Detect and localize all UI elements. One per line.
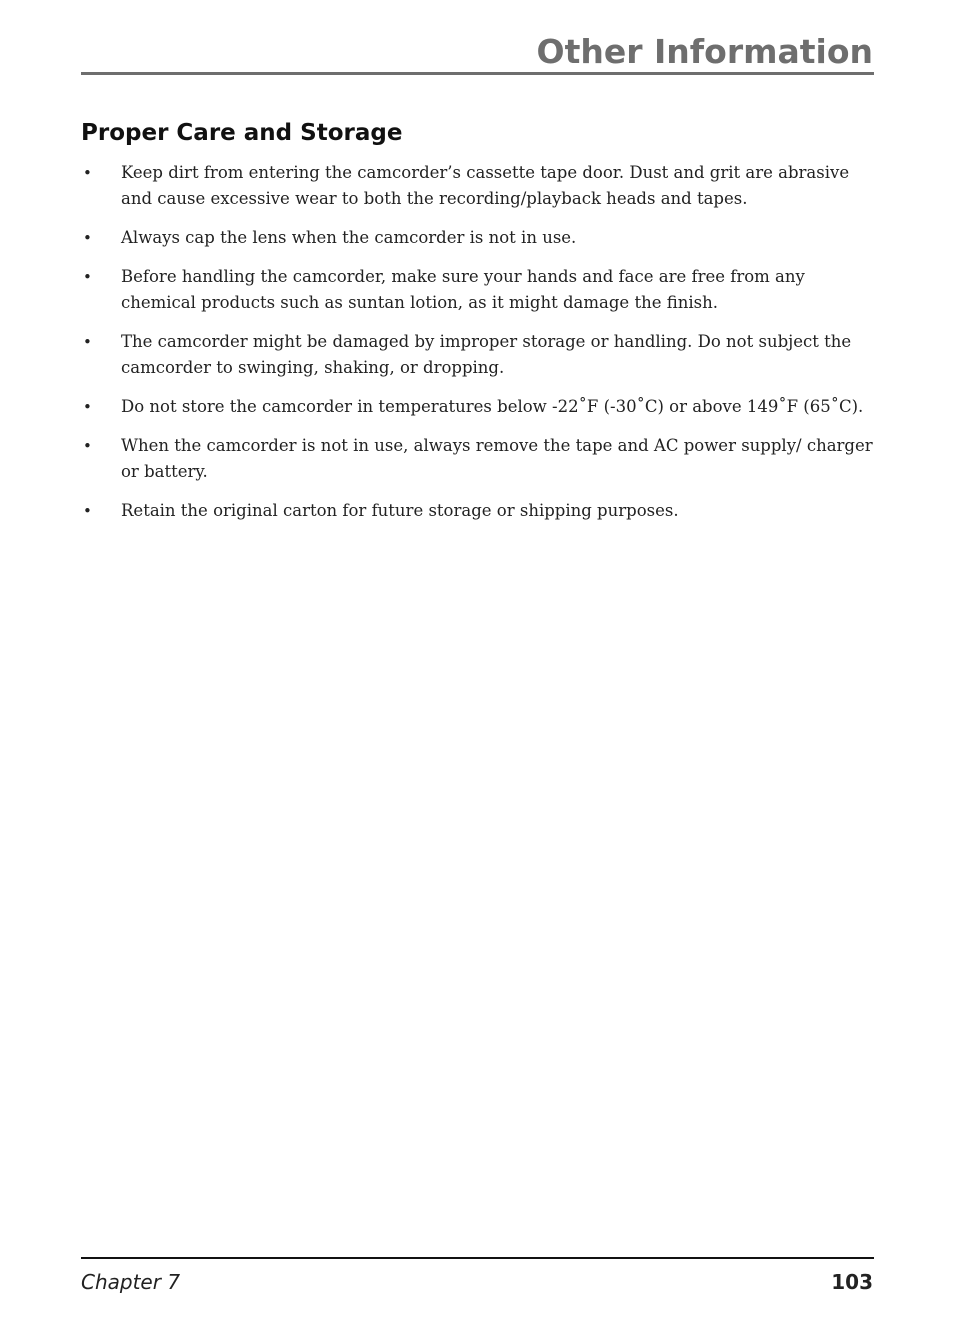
list-item: [81, 264, 874, 316]
bullet-icon: •: [83, 333, 92, 351]
bullet-text: Always cap the lens when the camcorder is not in use.: [121, 228, 577, 247]
page-header-title: Other Information: [536, 32, 873, 71]
list-item: [81, 394, 874, 420]
bullet-text: Retain the original carton for future storage or shipping purposes.: [121, 501, 679, 520]
list-item: [81, 329, 874, 381]
list-item: [81, 433, 874, 485]
list-item: [81, 225, 874, 251]
bullet-icon: •: [83, 398, 92, 416]
bullet-icon: •: [83, 164, 92, 182]
footer-divider: [81, 1257, 874, 1259]
list-item: [81, 498, 874, 524]
bullet-text: The camcorder might be damaged by improper storage or handling. Do not subject the camcorder to swinging, shaking, or dropping.: [121, 332, 852, 377]
bullet-icon: •: [83, 229, 92, 247]
footer-page-number: 103: [831, 1270, 873, 1294]
bullet-icon: •: [83, 437, 92, 455]
list-item: [81, 160, 874, 212]
header-divider: [81, 72, 874, 75]
bullet-icon: •: [83, 502, 92, 520]
section-heading: Proper Care and Storage: [81, 120, 403, 146]
bullet-text: When the camcorder is not in use, always remove the tape and AC power supply/ charger or battery.: [121, 436, 873, 481]
footer-chapter-label: Chapter 7: [81, 1270, 181, 1294]
bullet-icon: •: [83, 268, 92, 286]
bullet-text: Keep dirt from entering the camcorder’s cassette tape door. Dust and grit are abrasive and cause excessive wear to both the recording/playback heads and tapes.: [121, 163, 850, 208]
bullet-text: Before handling the camcorder, make sure your hands and face are free from any chemical products such as suntan lotion, as it might damage the finish.: [121, 267, 805, 312]
care-bullet-list: [81, 160, 874, 537]
bullet-text: Do not store the camcorder in temperatures below -22˚F (-30˚C) or above 149˚F (65˚C).: [121, 397, 864, 416]
